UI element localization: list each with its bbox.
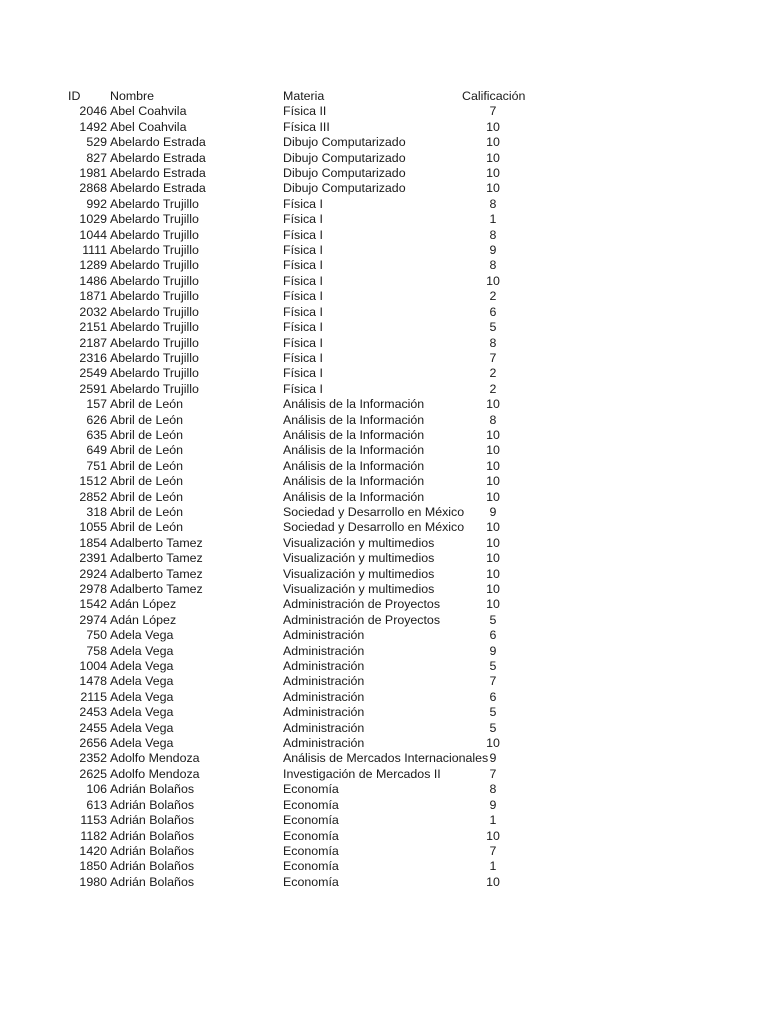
cell-subject: Visualización y multimedios bbox=[283, 582, 435, 596]
cell-id: 1182 bbox=[80, 828, 107, 843]
cell-id: 827 bbox=[86, 150, 107, 165]
cell-grade: 5 bbox=[489, 705, 497, 720]
cell-name: Abelardo Trujillo bbox=[110, 304, 199, 319]
cell-subject: Física I bbox=[283, 258, 323, 273]
table-row bbox=[0, 320, 768, 335]
cell-id: 649 bbox=[86, 443, 107, 458]
table-row bbox=[0, 228, 768, 243]
table-row bbox=[0, 351, 768, 366]
cell-name: Abelardo Trujillo bbox=[110, 196, 199, 211]
cell-name: Abelardo Estrada bbox=[110, 181, 206, 196]
cell-grade: 10 bbox=[486, 535, 500, 550]
cell-name: Adela Vega bbox=[110, 628, 174, 643]
cell-id: 1420 bbox=[79, 843, 107, 858]
cell-name: Adela Vega bbox=[110, 720, 174, 735]
table-row bbox=[0, 875, 768, 890]
table-row bbox=[0, 428, 768, 443]
table-row bbox=[0, 413, 768, 428]
table-row bbox=[0, 258, 768, 273]
table-row bbox=[0, 644, 768, 659]
cell-id: 2316 bbox=[79, 350, 107, 365]
table-row bbox=[0, 736, 768, 751]
cell-id: 1542 bbox=[79, 597, 107, 612]
table-row bbox=[0, 674, 768, 689]
cell-grade: 10 bbox=[486, 166, 500, 181]
table-row bbox=[0, 859, 768, 874]
header-row bbox=[0, 89, 768, 104]
cell-subject: Dibujo Computarizado bbox=[283, 166, 406, 181]
cell-name: Abel Coahvila bbox=[110, 119, 187, 134]
cell-subject: Física II bbox=[283, 104, 327, 119]
cell-name: Adalberto Tamez bbox=[110, 551, 203, 566]
cell-grade: 10 bbox=[486, 566, 500, 581]
cell-name: Abelardo Estrada bbox=[110, 166, 206, 181]
cell-subject: Física I bbox=[283, 227, 323, 242]
cell-id: 2868 bbox=[79, 181, 107, 196]
cell-name: Abelardo Trujillo bbox=[110, 366, 199, 381]
cell-subject: Administración de Proyectos bbox=[283, 612, 441, 627]
cell-id: 1512 bbox=[79, 474, 107, 489]
cell-name: Adrián Bolaños bbox=[110, 797, 195, 812]
cell-grade: 6 bbox=[489, 689, 497, 704]
cell-subject: Análisis de la Información bbox=[283, 474, 425, 489]
cell-subject: Dibujo Computarizado bbox=[283, 135, 406, 150]
table-row bbox=[0, 551, 768, 566]
cell-id: 2187 bbox=[79, 335, 107, 350]
cell-grade: 10 bbox=[486, 119, 500, 134]
cell-grade: 1 bbox=[489, 813, 497, 828]
table-row bbox=[0, 813, 768, 828]
table-row bbox=[0, 536, 768, 551]
cell-subject: Economía bbox=[283, 828, 339, 843]
cell-id: 106 bbox=[86, 782, 107, 797]
cell-name: Abril de León bbox=[110, 397, 184, 412]
cell-grade: 2 bbox=[489, 366, 497, 381]
cell-name: Abel Coahvila bbox=[110, 104, 187, 119]
cell-subject: Administración bbox=[283, 674, 365, 689]
cell-id: 613 bbox=[86, 797, 107, 812]
cell-id: 1850 bbox=[79, 859, 107, 874]
cell-id: 1111 bbox=[82, 243, 107, 258]
cell-name: Abelardo Estrada bbox=[110, 150, 206, 165]
cell-subject: Administración de Proyectos bbox=[283, 597, 441, 612]
cell-name: Adolfo Mendoza bbox=[110, 751, 200, 766]
cell-name: Adalberto Tamez bbox=[110, 535, 203, 550]
cell-name: Abelardo Trujillo bbox=[110, 320, 199, 335]
cell-subject: Análisis de la Información bbox=[283, 397, 425, 412]
header-subject: Materia bbox=[283, 89, 325, 103]
cell-id: 1871 bbox=[79, 289, 107, 304]
cell-name: Abelardo Trujillo bbox=[110, 335, 199, 350]
cell-subject: Dibujo Computarizado bbox=[283, 150, 406, 165]
table-row bbox=[0, 705, 768, 720]
cell-name: Adrián Bolaños bbox=[110, 843, 195, 858]
cell-id: 1486 bbox=[79, 273, 107, 288]
cell-grade: 10 bbox=[486, 150, 500, 165]
cell-subject: Sociedad y Desarrollo en México bbox=[283, 520, 465, 535]
cell-subject: Administración bbox=[283, 736, 365, 751]
cell-id: 318 bbox=[86, 504, 107, 519]
table-row bbox=[0, 582, 768, 597]
table-row bbox=[0, 751, 768, 766]
cell-id: 626 bbox=[86, 412, 107, 427]
cell-subject: Economía bbox=[283, 874, 339, 889]
cell-id: 2151 bbox=[79, 320, 107, 335]
header-grade: Calificación bbox=[462, 89, 526, 103]
cell-name: Abelardo Estrada bbox=[110, 135, 206, 150]
cell-id: 2852 bbox=[79, 489, 107, 504]
cell-grade: 10 bbox=[486, 582, 500, 596]
table-row bbox=[0, 336, 768, 351]
cell-grade: 7 bbox=[489, 350, 497, 365]
table-row bbox=[0, 567, 768, 582]
cell-subject: Visualización y multimedios bbox=[283, 535, 435, 550]
cell-id: 1004 bbox=[79, 659, 107, 674]
cell-grade: 2 bbox=[489, 289, 497, 304]
cell-subject: Física I bbox=[283, 320, 323, 335]
cell-grade: 5 bbox=[489, 659, 497, 674]
cell-id: 992 bbox=[86, 196, 107, 211]
cell-grade: 1 bbox=[489, 859, 497, 874]
table-row bbox=[0, 104, 768, 119]
cell-id: 1029 bbox=[79, 212, 107, 227]
cell-name: Abelardo Trujillo bbox=[110, 243, 199, 258]
cell-grade: 9 bbox=[489, 643, 497, 658]
cell-name: Adrián Bolaños bbox=[110, 859, 195, 874]
cell-name: Abril de León bbox=[110, 443, 184, 458]
cell-name: Abelardo Trujillo bbox=[110, 381, 199, 396]
cell-subject: Análisis de la Información bbox=[283, 443, 425, 458]
table-row bbox=[0, 767, 768, 782]
cell-grade: 1 bbox=[489, 212, 497, 227]
cell-id: 2046 bbox=[79, 104, 107, 119]
table-row bbox=[0, 474, 768, 489]
cell-grade: 10 bbox=[486, 474, 500, 489]
cell-id: 1854 bbox=[79, 535, 107, 550]
cell-id: 750 bbox=[86, 628, 107, 643]
cell-grade: 10 bbox=[486, 427, 500, 442]
cell-subject: Administración bbox=[283, 659, 365, 674]
cell-name: Adolfo Mendoza bbox=[110, 766, 200, 781]
cell-grade: 10 bbox=[486, 135, 500, 150]
cell-grade: 5 bbox=[489, 612, 497, 627]
cell-id: 2391 bbox=[79, 551, 107, 566]
cell-id: 2032 bbox=[79, 304, 107, 319]
cell-subject: Economía bbox=[283, 859, 339, 874]
cell-grade: 10 bbox=[486, 397, 500, 412]
cell-id: 1492 bbox=[79, 119, 107, 134]
table-row bbox=[0, 197, 768, 212]
cell-id: 2974 bbox=[79, 612, 107, 627]
cell-subject: Visualización y multimedios bbox=[283, 566, 435, 581]
cell-grade: 10 bbox=[486, 874, 500, 889]
cell-name: Abril de León bbox=[110, 520, 184, 535]
cell-grade: 10 bbox=[486, 273, 500, 288]
cell-id: 1153 bbox=[80, 813, 107, 828]
cell-name: Abelardo Trujillo bbox=[110, 350, 199, 365]
table-row bbox=[0, 243, 768, 258]
table-row bbox=[0, 690, 768, 705]
table-row bbox=[0, 397, 768, 412]
cell-subject: Sociedad y Desarrollo en México bbox=[283, 504, 465, 519]
cell-grade: 10 bbox=[486, 489, 500, 504]
cell-grade: 7 bbox=[489, 104, 497, 119]
cell-grade: 5 bbox=[489, 320, 497, 335]
cell-name: Abelardo Trujillo bbox=[110, 227, 199, 242]
header-name: Nombre bbox=[110, 89, 155, 103]
cell-subject: Física I bbox=[283, 243, 323, 258]
cell-id: 2453 bbox=[79, 705, 107, 720]
cell-grade: 9 bbox=[489, 751, 497, 766]
cell-grade: 8 bbox=[489, 196, 497, 211]
table-row bbox=[0, 613, 768, 628]
cell-id: 1478 bbox=[79, 674, 107, 689]
cell-id: 2115 bbox=[80, 689, 107, 704]
cell-grade: 10 bbox=[486, 181, 500, 196]
cell-grade: 6 bbox=[489, 628, 497, 643]
cell-name: Adrián Bolaños bbox=[110, 813, 195, 828]
cell-name: Adrián Bolaños bbox=[110, 828, 195, 843]
cell-name: Adela Vega bbox=[110, 689, 174, 704]
cell-subject: Análisis de la Información bbox=[283, 489, 425, 504]
cell-subject: Visualización y multimedios bbox=[283, 551, 435, 566]
table-row bbox=[0, 181, 768, 196]
table-row bbox=[0, 597, 768, 612]
cell-subject: Economía bbox=[283, 782, 339, 797]
table-row bbox=[0, 628, 768, 643]
cell-grade: 10 bbox=[486, 443, 500, 458]
cell-name: Adela Vega bbox=[110, 659, 174, 674]
cell-subject: Economía bbox=[283, 813, 339, 828]
cell-id: 2352 bbox=[79, 751, 107, 766]
table-row bbox=[0, 459, 768, 474]
cell-name: Adela Vega bbox=[110, 705, 174, 720]
cell-name: Abril de León bbox=[110, 412, 184, 427]
table-row bbox=[0, 166, 768, 181]
cell-id: 635 bbox=[86, 427, 107, 442]
cell-name: Abelardo Trujillo bbox=[110, 289, 199, 304]
cell-name: Adán López bbox=[110, 597, 177, 612]
cell-id: 2455 bbox=[79, 720, 107, 735]
cell-grade: 10 bbox=[486, 458, 500, 473]
table-row bbox=[0, 844, 768, 859]
table-row bbox=[0, 120, 768, 135]
cell-subject: Economía bbox=[283, 797, 339, 812]
cell-name: Abelardo Trujillo bbox=[110, 273, 199, 288]
cell-subject: Análisis de la Información bbox=[283, 427, 425, 442]
cell-grade: 10 bbox=[486, 828, 500, 843]
cell-grade: 10 bbox=[486, 520, 500, 535]
cell-id: 529 bbox=[86, 135, 107, 150]
cell-subject: Dibujo Computarizado bbox=[283, 181, 406, 196]
cell-subject: Física I bbox=[283, 273, 323, 288]
table-row bbox=[0, 289, 768, 304]
table-row bbox=[0, 490, 768, 505]
table-row bbox=[0, 505, 768, 520]
cell-name: Adalberto Tamez bbox=[110, 566, 203, 581]
cell-id: 2978 bbox=[79, 582, 107, 596]
cell-subject: Análisis de la Información bbox=[283, 412, 425, 427]
cell-id: 2625 bbox=[79, 766, 107, 781]
table-row bbox=[0, 443, 768, 458]
cell-name: Adela Vega bbox=[110, 643, 174, 658]
cell-id: 1055 bbox=[79, 520, 107, 535]
cell-grade: 9 bbox=[489, 243, 497, 258]
table-row bbox=[0, 274, 768, 289]
table-row bbox=[0, 520, 768, 535]
table-row bbox=[0, 305, 768, 320]
cell-grade: 5 bbox=[489, 720, 497, 735]
cell-name: Abril de León bbox=[110, 458, 184, 473]
cell-subject: Administración bbox=[283, 705, 365, 720]
cell-subject: Física I bbox=[283, 335, 323, 350]
cell-subject: Física I bbox=[283, 212, 323, 227]
table-row bbox=[0, 782, 768, 797]
cell-id: 2656 bbox=[79, 736, 107, 751]
cell-grade: 8 bbox=[489, 258, 497, 273]
table-row bbox=[0, 151, 768, 166]
cell-name: Abelardo Trujillo bbox=[110, 212, 199, 227]
cell-subject: Administración bbox=[283, 720, 365, 735]
cell-subject: Física I bbox=[283, 381, 323, 396]
cell-grade: 8 bbox=[489, 227, 497, 242]
table-row bbox=[0, 382, 768, 397]
cell-name: Abril de León bbox=[110, 489, 184, 504]
cell-grade: 10 bbox=[486, 597, 500, 612]
cell-subject: Física I bbox=[283, 304, 323, 319]
cell-subject: Física I bbox=[283, 366, 323, 381]
cell-grade: 9 bbox=[489, 504, 497, 519]
cell-id: 751 bbox=[86, 458, 107, 473]
cell-name: Abelardo Trujillo bbox=[110, 258, 199, 273]
header-id: ID bbox=[68, 89, 81, 103]
table-row bbox=[0, 659, 768, 674]
cell-name: Abril de León bbox=[110, 427, 184, 442]
cell-grade: 8 bbox=[489, 335, 497, 350]
cell-id: 1981 bbox=[79, 166, 107, 181]
table-row bbox=[0, 829, 768, 844]
table-row bbox=[0, 366, 768, 381]
cell-grade: 6 bbox=[489, 304, 497, 319]
spreadsheet-table bbox=[0, 89, 768, 890]
cell-name: Adela Vega bbox=[110, 736, 174, 751]
cell-subject: Física III bbox=[283, 119, 330, 134]
cell-name: Abril de León bbox=[110, 504, 184, 519]
cell-subject: Análisis de Mercados Internacionales bbox=[283, 751, 489, 766]
cell-grade: 2 bbox=[489, 381, 497, 396]
cell-grade: 9 bbox=[489, 797, 497, 812]
cell-name: Abril de León bbox=[110, 474, 184, 489]
table-row bbox=[0, 721, 768, 736]
cell-id: 1289 bbox=[79, 258, 107, 273]
cell-grade: 7 bbox=[489, 843, 497, 858]
cell-id: 1044 bbox=[79, 227, 107, 242]
table-row bbox=[0, 212, 768, 227]
cell-subject: Física I bbox=[283, 196, 323, 211]
cell-subject: Administración bbox=[283, 628, 365, 643]
cell-subject: Física I bbox=[283, 350, 323, 365]
cell-id: 2549 bbox=[79, 366, 107, 381]
cell-name: Adalberto Tamez bbox=[110, 582, 203, 596]
cell-subject: Administración bbox=[283, 689, 365, 704]
cell-id: 157 bbox=[86, 397, 107, 412]
cell-id: 2591 bbox=[79, 381, 107, 396]
table-body bbox=[0, 104, 768, 890]
cell-subject: Análisis de la Información bbox=[283, 458, 425, 473]
cell-id: 1980 bbox=[79, 874, 107, 889]
cell-id: 2924 bbox=[79, 566, 107, 581]
cell-grade: 10 bbox=[486, 551, 500, 566]
cell-grade: 8 bbox=[489, 782, 497, 797]
cell-grade: 7 bbox=[489, 766, 497, 781]
cell-subject: Investigación de Mercados II bbox=[283, 766, 441, 781]
cell-name: Adrián Bolaños bbox=[110, 874, 195, 889]
cell-subject: Física I bbox=[283, 289, 323, 304]
cell-name: Adela Vega bbox=[110, 674, 174, 689]
cell-name: Adrián Bolaños bbox=[110, 782, 195, 797]
cell-grade: 8 bbox=[489, 412, 497, 427]
cell-id: 758 bbox=[86, 643, 107, 658]
cell-subject: Economía bbox=[283, 843, 339, 858]
cell-grade: 7 bbox=[489, 674, 497, 689]
cell-subject: Administración bbox=[283, 643, 365, 658]
table-row bbox=[0, 135, 768, 150]
cell-name: Adán López bbox=[110, 612, 177, 627]
table-row bbox=[0, 798, 768, 813]
cell-grade: 10 bbox=[486, 736, 500, 751]
